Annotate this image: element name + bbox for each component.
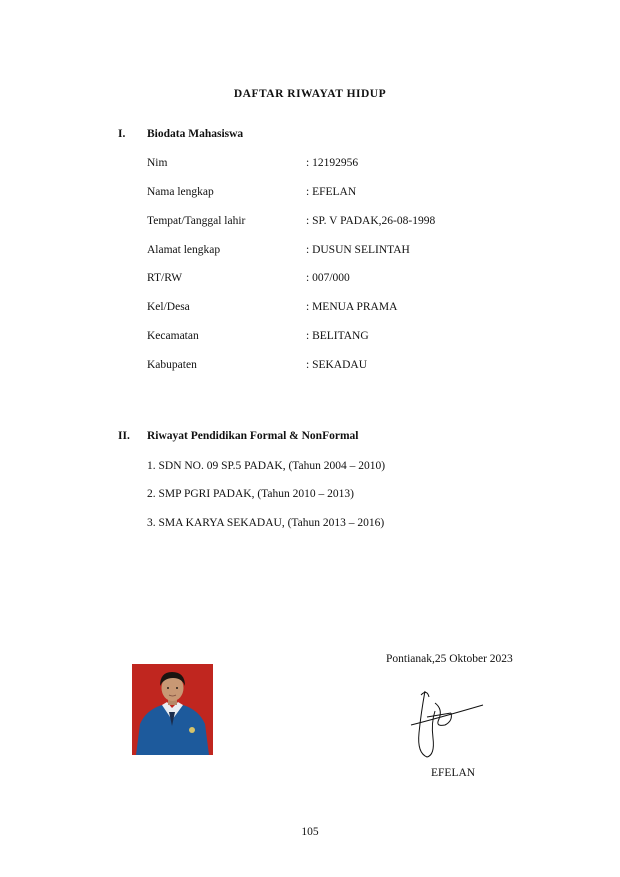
education-item-3: 3. SMA KARYA SEKADAU, (Tahun 2013 – 2016): [147, 517, 385, 529]
section-2-number: II.: [118, 430, 130, 442]
bio-label-desa: Kel/Desa: [147, 301, 190, 313]
bio-value-alamat: : DUSUN SELINTAH: [306, 244, 410, 256]
profile-photo: [132, 664, 213, 755]
section-2-title: Riwayat Pendidikan Formal & NonFormal: [147, 430, 359, 442]
bio-value-rtrw: : 007/000: [306, 272, 350, 284]
bio-value-desa: : MENUA PRAMA: [306, 301, 398, 313]
bio-value-kecamatan: : BELITANG: [306, 330, 369, 342]
education-item-1: 1. SDN NO. 09 SP.5 PADAK, (Tahun 2004 – 2010): [147, 460, 386, 472]
section-1-title: Biodata Mahasiswa: [147, 128, 244, 140]
page-number: 105: [301, 826, 319, 838]
bio-value-nama: : EFELAN: [306, 186, 357, 198]
signature-icon: [405, 683, 490, 768]
bio-label-rtrw: RT/RW: [147, 272, 183, 284]
section-1-number: I.: [118, 128, 126, 140]
bio-value-ttl: : SP. V PADAK,26-08-1998: [306, 215, 436, 227]
bio-label-nama: Nama lengkap: [147, 186, 214, 198]
page-title: DAFTAR RIWAYAT HIDUP: [233, 88, 387, 100]
bio-label-alamat: Alamat lengkap: [147, 244, 221, 256]
bio-value-kabupaten: : SEKADAU: [306, 359, 368, 371]
bio-label-nim: Nim: [147, 157, 168, 169]
education-item-2: 2. SMP PGRI PADAK, (Tahun 2010 – 2013): [147, 488, 354, 500]
bio-label-ttl: Tempat/Tanggal lahir: [147, 215, 246, 227]
bio-label-kabupaten: Kabupaten: [147, 359, 197, 371]
bio-label-kecamatan: Kecamatan: [147, 330, 199, 342]
place-date: Pontianak,25 Oktober 2023: [386, 653, 513, 665]
bio-value-nim: : 12192956: [306, 157, 359, 169]
signer-name: EFELAN: [431, 767, 476, 779]
